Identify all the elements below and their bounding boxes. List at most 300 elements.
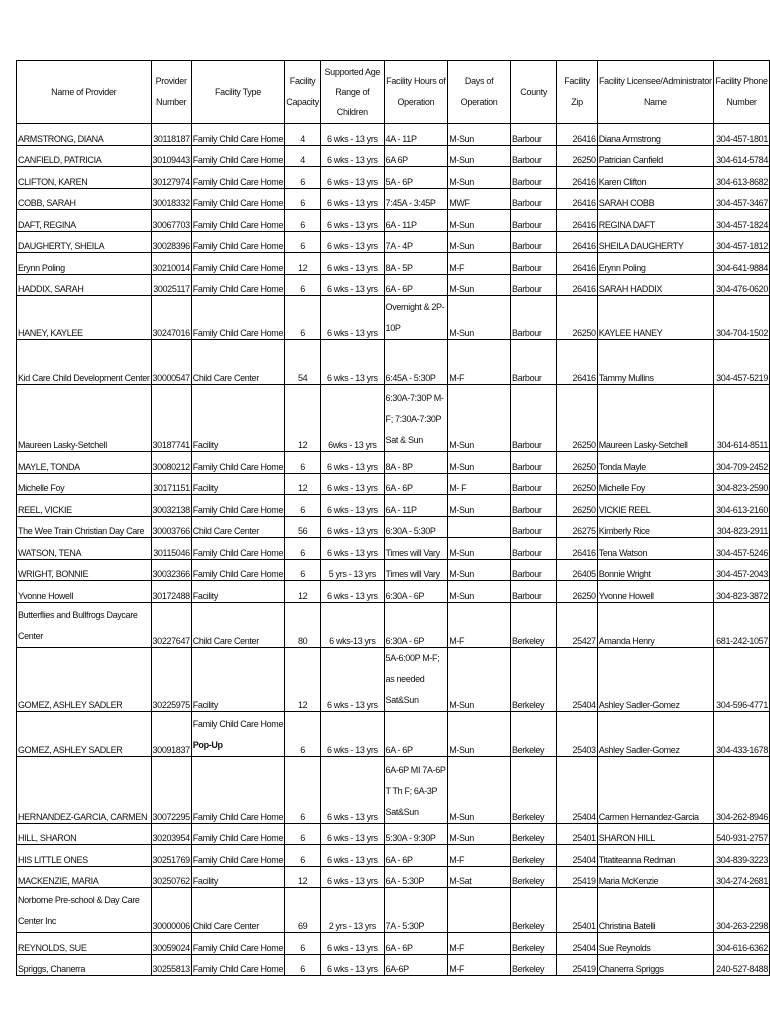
zip-cell: 25427 bbox=[557, 602, 597, 647]
zip-cell: 26416 bbox=[557, 274, 597, 296]
provider-name-cell: REEL, VICKIE bbox=[17, 495, 152, 517]
county-cell: Barbour bbox=[510, 210, 556, 232]
age-range-cell: 6 wks - 13 yrs bbox=[321, 296, 384, 340]
phone-cell: 304-613-8682 bbox=[714, 167, 770, 189]
provider-number-cell: 30067703 bbox=[151, 210, 191, 232]
licensee-cell: Diana Armstrong bbox=[597, 124, 713, 146]
capacity-cell: 4 bbox=[285, 124, 321, 146]
licensee-cell: SARAH HADDIX bbox=[597, 274, 713, 296]
table-row bbox=[17, 253, 770, 275]
licensee-cell: Christina Batelli bbox=[597, 888, 713, 933]
hours-cell: 6A - 6P bbox=[384, 711, 448, 756]
provider-name-cell: CLIFTON, KAREN bbox=[17, 167, 152, 189]
hours-cell: 5A-6:00P M-F; as needed Sat&Sun bbox=[384, 647, 448, 711]
provider-number-cell: 30118187 bbox=[151, 124, 191, 146]
capacity-cell: 6 bbox=[285, 231, 321, 253]
county-cell: Barbour bbox=[510, 274, 556, 296]
days-cell: M-Sun bbox=[448, 756, 511, 823]
provider-number-cell: 30032366 bbox=[151, 559, 191, 581]
days-cell: M-Sun bbox=[448, 452, 511, 474]
hours-cell: 6A-6P bbox=[384, 954, 448, 976]
licensee-cell: SHEILA DAUGHERTY bbox=[597, 231, 713, 253]
days-cell: M-Sun bbox=[448, 145, 511, 167]
provider-name-cell: DAFT, REGINA bbox=[17, 210, 152, 232]
county-cell: Berkeley bbox=[510, 888, 556, 933]
capacity-cell: 56 bbox=[285, 516, 321, 538]
phone-cell: 304-823-2590 bbox=[714, 473, 770, 495]
phone-cell: 540-931-2757 bbox=[714, 823, 770, 845]
capacity-cell: 6 bbox=[285, 296, 321, 340]
capacity-cell: 6 bbox=[285, 495, 321, 517]
table-row bbox=[17, 473, 770, 495]
days-cell: M-Sun bbox=[448, 231, 511, 253]
county-cell: Barbour bbox=[510, 188, 556, 210]
capacity-cell: 80 bbox=[285, 602, 321, 647]
days-cell: M-Sun bbox=[448, 581, 511, 603]
table-row bbox=[17, 495, 770, 517]
table-row bbox=[17, 145, 770, 167]
table-row bbox=[17, 274, 770, 296]
column-header: Provider Number bbox=[151, 61, 191, 124]
licensee-cell: Karen Clifton bbox=[597, 167, 713, 189]
zip-cell: 26416 bbox=[557, 188, 597, 210]
licensee-cell: Ashley Sadler-Gomez bbox=[597, 711, 713, 756]
facility-type-cell: Family Child Care Home bbox=[191, 823, 284, 845]
provider-number-cell: 30247016 bbox=[151, 296, 191, 340]
provider-name-cell: REYNOLDS, SUE bbox=[17, 933, 152, 955]
provider-name-cell: HIS LITTLE ONES bbox=[17, 845, 152, 867]
provider-number-cell: 30000547 bbox=[151, 340, 191, 385]
provider-name-cell: GOMEZ, ASHLEY SADLER bbox=[17, 711, 152, 756]
hours-cell: Overnight & 2P-10P bbox=[384, 296, 448, 340]
facility-type-cell: Family Child Care Home bbox=[191, 167, 284, 189]
table-row bbox=[17, 559, 770, 581]
hours-cell: 6:30A - 6P bbox=[384, 581, 448, 603]
phone-cell: 304-641-9884 bbox=[714, 253, 770, 275]
age-range-cell: 6 wks - 13 yrs bbox=[321, 866, 384, 888]
table-row bbox=[17, 452, 770, 474]
zip-cell: 26416 bbox=[557, 124, 597, 146]
hours-cell: 7A - 5:30P bbox=[384, 888, 448, 933]
table-row bbox=[17, 516, 770, 538]
age-range-cell: 6 wks - 13 yrs bbox=[321, 473, 384, 495]
zip-cell: 26416 bbox=[557, 340, 597, 385]
county-cell: Berkeley bbox=[510, 602, 556, 647]
age-range-cell: 6 wks - 13 yrs bbox=[321, 210, 384, 232]
provider-name-cell: Erynn Poling bbox=[17, 253, 152, 275]
provider-number-cell: 30172488 bbox=[151, 581, 191, 603]
hours-cell: 6A - 6P bbox=[384, 845, 448, 867]
days-cell: M-Sun bbox=[448, 538, 511, 560]
provider-number-cell: 30025117 bbox=[151, 274, 191, 296]
column-header: Days of Operation bbox=[448, 61, 511, 124]
facility-type-cell: Family Child Care Home bbox=[191, 124, 284, 146]
zip-cell: 26250 bbox=[557, 581, 597, 603]
zip-cell: 26250 bbox=[557, 145, 597, 167]
provider-number-cell: 30059024 bbox=[151, 933, 191, 955]
days-cell: M-Sun bbox=[448, 274, 511, 296]
provider-name-cell: HERNANDEZ-GARCIA, CARMEN bbox=[17, 756, 152, 823]
days-cell: M-Sun bbox=[448, 495, 511, 517]
capacity-cell: 6 bbox=[285, 933, 321, 955]
provider-name-cell: HANEY, KAYLEE bbox=[17, 296, 152, 340]
county-cell: Barbour bbox=[510, 559, 556, 581]
provider-number-cell: 30210014 bbox=[151, 253, 191, 275]
days-cell: M- F bbox=[448, 473, 511, 495]
provider-name-cell: Spriggs, Chanerra bbox=[17, 954, 152, 976]
provider-name-cell: CANFIELD, PATRICIA bbox=[17, 145, 152, 167]
provider-name-cell: COBB, SARAH bbox=[17, 188, 152, 210]
age-range-cell: 6 wks - 13 yrs bbox=[321, 145, 384, 167]
hours-cell: Times will Vary bbox=[384, 559, 448, 581]
age-range-cell: 2 yrs - 13 yrs bbox=[321, 888, 384, 933]
hours-cell: 8A - 5P bbox=[384, 253, 448, 275]
facility-type-cell: Facility bbox=[191, 385, 284, 452]
licensee-cell: SHARON HILL bbox=[597, 823, 713, 845]
table-row bbox=[17, 933, 770, 955]
zip-cell: 26250 bbox=[557, 495, 597, 517]
county-cell: Berkeley bbox=[510, 756, 556, 823]
county-cell: Berkeley bbox=[510, 845, 556, 867]
provider-number-cell: 30000006 bbox=[151, 888, 191, 933]
county-cell: Barbour bbox=[510, 385, 556, 452]
provider-number-cell: 30080212 bbox=[151, 452, 191, 474]
capacity-cell: 69 bbox=[285, 888, 321, 933]
zip-cell: 25404 bbox=[557, 845, 597, 867]
licensee-cell: Carmen Hernandez-Garcia bbox=[597, 756, 713, 823]
provider-number-cell: 30091837 bbox=[151, 711, 191, 756]
zip-cell: 26416 bbox=[557, 253, 597, 275]
provider-number-cell: 30225975 bbox=[151, 647, 191, 711]
hours-cell: 7:45A - 3:45P bbox=[384, 188, 448, 210]
facility-type-cell: Child Care Center bbox=[191, 516, 284, 538]
zip-cell: 26416 bbox=[557, 538, 597, 560]
phone-cell: 304-262-8946 bbox=[714, 756, 770, 823]
column-header: Facility Licensee/Administrator Name bbox=[597, 61, 713, 124]
days-cell: M-Sat bbox=[448, 866, 511, 888]
capacity-cell: 6 bbox=[285, 538, 321, 560]
phone-cell: 304-616-6362 bbox=[714, 933, 770, 955]
provider-number-cell: 30028396 bbox=[151, 231, 191, 253]
days-cell bbox=[448, 888, 511, 933]
capacity-cell: 54 bbox=[285, 340, 321, 385]
provider-number-cell: 30171151 bbox=[151, 473, 191, 495]
county-cell: Berkeley bbox=[510, 933, 556, 955]
table-row bbox=[17, 845, 770, 867]
provider-sheet bbox=[16, 60, 770, 976]
hours-cell: 6A - 11P bbox=[384, 210, 448, 232]
facility-type-cell: Family Child Care Home bbox=[191, 231, 284, 253]
age-range-cell: 6 wks - 13 yrs bbox=[321, 274, 384, 296]
facility-type-cell: Family Child Care Home Pop-Up bbox=[191, 711, 284, 756]
capacity-cell: 12 bbox=[285, 253, 321, 275]
table-row bbox=[17, 756, 770, 823]
column-header: County bbox=[510, 61, 556, 124]
days-cell: M-F bbox=[448, 954, 511, 976]
days-cell bbox=[448, 516, 511, 538]
phone-cell: 304-596-4771 bbox=[714, 647, 770, 711]
hours-cell: 5:30A - 9:30P bbox=[384, 823, 448, 845]
zip-cell: 26250 bbox=[557, 296, 597, 340]
days-cell: M-F bbox=[448, 933, 511, 955]
phone-cell: 304-823-3872 bbox=[714, 581, 770, 603]
licensee-cell: VICKIE REEL bbox=[597, 495, 713, 517]
table-row bbox=[17, 538, 770, 560]
age-range-cell: 6 wks - 13 yrs bbox=[321, 231, 384, 253]
hours-cell: 6A - 11P bbox=[384, 495, 448, 517]
days-cell: M-Sun bbox=[448, 124, 511, 146]
licensee-cell: Maureen Lasky-Setchell bbox=[597, 385, 713, 452]
zip-cell: 25404 bbox=[557, 933, 597, 955]
hours-cell: 6A - 5:30P bbox=[384, 866, 448, 888]
county-cell: Berkeley bbox=[510, 711, 556, 756]
age-range-cell: 6 wks - 13 yrs bbox=[321, 845, 384, 867]
phone-cell: 304-476-0620 bbox=[714, 274, 770, 296]
licensee-cell: Maria McKenzie bbox=[597, 866, 713, 888]
age-range-cell: 6 wks - 13 yrs bbox=[321, 647, 384, 711]
table-row bbox=[17, 602, 770, 647]
capacity-cell: 6 bbox=[285, 845, 321, 867]
county-cell: Barbour bbox=[510, 495, 556, 517]
days-cell: M-Sun bbox=[448, 385, 511, 452]
hours-cell: 4A - 11P bbox=[384, 124, 448, 146]
days-cell: M-F bbox=[448, 340, 511, 385]
age-range-cell: 6 wks - 13 yrs bbox=[321, 340, 384, 385]
hours-cell: 6:45A - 5:30P bbox=[384, 340, 448, 385]
provider-number-cell: 30251769 bbox=[151, 845, 191, 867]
age-range-cell: 6 wks-13 yrs bbox=[321, 602, 384, 647]
zip-cell: 26250 bbox=[557, 473, 597, 495]
capacity-cell: 12 bbox=[285, 647, 321, 711]
capacity-cell: 6 bbox=[285, 756, 321, 823]
age-range-cell: 6 wks - 13 yrs bbox=[321, 452, 384, 474]
hours-cell: 6A - 6P bbox=[384, 473, 448, 495]
facility-type-cell: Family Child Care Home bbox=[191, 756, 284, 823]
facility-type-cell: Family Child Care Home bbox=[191, 933, 284, 955]
facility-type-cell: Facility bbox=[191, 866, 284, 888]
facility-type-cell: Family Child Care Home bbox=[191, 145, 284, 167]
phone-cell: 304-704-1502 bbox=[714, 296, 770, 340]
hours-cell: Times will Vary bbox=[384, 538, 448, 560]
days-cell: MWF bbox=[448, 188, 511, 210]
table-row bbox=[17, 124, 770, 146]
facility-type-cell: Family Child Care Home bbox=[191, 452, 284, 474]
capacity-cell: 6 bbox=[285, 188, 321, 210]
zip-cell: 26250 bbox=[557, 385, 597, 452]
provider-name-cell: Butterflies and Bullfrogs Daycare Center bbox=[17, 602, 152, 647]
capacity-cell: 12 bbox=[285, 581, 321, 603]
table-row bbox=[17, 296, 770, 340]
licensee-cell: Kimberly Rice bbox=[597, 516, 713, 538]
licensee-cell: Chanerra Spriggs bbox=[597, 954, 713, 976]
county-cell: Barbour bbox=[510, 167, 556, 189]
county-cell: Barbour bbox=[510, 516, 556, 538]
provider-number-cell: 30072295 bbox=[151, 756, 191, 823]
facility-type-cell: Facility bbox=[191, 473, 284, 495]
column-header: Facility Zip bbox=[557, 61, 597, 124]
provider-name-cell: WRIGHT, BONNIE bbox=[17, 559, 152, 581]
provider-number-cell: 30203954 bbox=[151, 823, 191, 845]
county-cell: Barbour bbox=[510, 473, 556, 495]
table-row bbox=[17, 231, 770, 253]
county-cell: Barbour bbox=[510, 253, 556, 275]
zip-cell: 26275 bbox=[557, 516, 597, 538]
facility-type-cell: Child Care Center bbox=[191, 340, 284, 385]
capacity-cell: 6 bbox=[285, 452, 321, 474]
hours-cell: 6A - 6P bbox=[384, 274, 448, 296]
age-range-cell: 6 wks - 13 yrs bbox=[321, 516, 384, 538]
days-cell: M-Sun bbox=[448, 210, 511, 232]
zip-cell: 25404 bbox=[557, 756, 597, 823]
licensee-cell: Erynn Poling bbox=[597, 253, 713, 275]
provider-name-cell: HILL, SHARON bbox=[17, 823, 152, 845]
days-cell: M-F bbox=[448, 602, 511, 647]
licensee-cell: Tammy Mullins bbox=[597, 340, 713, 385]
county-cell: Berkeley bbox=[510, 823, 556, 845]
table-row bbox=[17, 711, 770, 756]
column-header: Facility Capacity bbox=[285, 61, 321, 124]
zip-cell: 25419 bbox=[557, 866, 597, 888]
table-row bbox=[17, 167, 770, 189]
age-range-cell: 6 wks - 13 yrs bbox=[321, 167, 384, 189]
column-header: Facility Hours of Operation bbox=[384, 61, 448, 124]
facility-type-cell: Family Child Care Home bbox=[191, 495, 284, 517]
capacity-cell: 12 bbox=[285, 473, 321, 495]
zip-cell: 25401 bbox=[557, 823, 597, 845]
county-cell: Barbour bbox=[510, 296, 556, 340]
licensee-cell: REGINA DAFT bbox=[597, 210, 713, 232]
days-cell: M-Sun bbox=[448, 167, 511, 189]
county-cell: Berkeley bbox=[510, 866, 556, 888]
phone-cell: 304-263-2298 bbox=[714, 888, 770, 933]
provider-number-cell: 30032138 bbox=[151, 495, 191, 517]
hours-cell: 6:30A - 5:30P bbox=[384, 516, 448, 538]
zip-cell: 26405 bbox=[557, 559, 597, 581]
table-row bbox=[17, 888, 770, 933]
days-cell: M-F bbox=[448, 253, 511, 275]
phone-cell: 681-242-1057 bbox=[714, 602, 770, 647]
age-range-cell: 6 wks - 13 yrs bbox=[321, 124, 384, 146]
table-row bbox=[17, 210, 770, 232]
facility-type-cell: Facility bbox=[191, 647, 284, 711]
provider-number-cell: 30018332 bbox=[151, 188, 191, 210]
provider-name-cell: HADDIX, SARAH bbox=[17, 274, 152, 296]
column-header: Facility Phone Number bbox=[714, 61, 770, 124]
days-cell: M-Sun bbox=[448, 823, 511, 845]
provider-table bbox=[16, 60, 770, 976]
table-row bbox=[17, 823, 770, 845]
days-cell: M-Sun bbox=[448, 559, 511, 581]
age-range-cell: 6 wks - 13 yrs bbox=[321, 581, 384, 603]
provider-number-cell: 30127974 bbox=[151, 167, 191, 189]
phone-cell: 304-457-1801 bbox=[714, 124, 770, 146]
provider-number-cell: 30227647 bbox=[151, 602, 191, 647]
table-row bbox=[17, 647, 770, 711]
capacity-cell: 6 bbox=[285, 823, 321, 845]
facility-type-cell: Family Child Care Home bbox=[191, 538, 284, 560]
phone-cell: 304-433-1678 bbox=[714, 711, 770, 756]
hours-cell: 6A 6P bbox=[384, 145, 448, 167]
facility-type-cell: Family Child Care Home bbox=[191, 210, 284, 232]
licensee-cell: Yvonne Howell bbox=[597, 581, 713, 603]
zip-cell: 25404 bbox=[557, 647, 597, 711]
age-range-cell: 6 wks - 13 yrs bbox=[321, 756, 384, 823]
capacity-cell: 6 bbox=[285, 274, 321, 296]
phone-cell: 304-274-2681 bbox=[714, 866, 770, 888]
provider-number-cell: 30109443 bbox=[151, 145, 191, 167]
capacity-cell: 4 bbox=[285, 145, 321, 167]
facility-type-cell: Family Child Care Home bbox=[191, 274, 284, 296]
pop-up-note: Pop-Up bbox=[192, 739, 223, 750]
age-range-cell: 6 wks - 13 yrs bbox=[321, 538, 384, 560]
hours-cell: 6:30A - 6P bbox=[384, 602, 448, 647]
facility-type-cell: Child Care Center bbox=[191, 888, 284, 933]
days-cell: M-Sun bbox=[448, 296, 511, 340]
capacity-cell: 6 bbox=[285, 210, 321, 232]
provider-name-cell: MACKENZIE, MARIA bbox=[17, 866, 152, 888]
capacity-cell: 6 bbox=[285, 559, 321, 581]
provider-name-cell: GOMEZ, ASHLEY SADLER bbox=[17, 647, 152, 711]
phone-cell: 304-457-3467 bbox=[714, 188, 770, 210]
licensee-cell: Michelle Foy bbox=[597, 473, 713, 495]
county-cell: Barbour bbox=[510, 231, 556, 253]
facility-type-cell: Family Child Care Home bbox=[191, 954, 284, 976]
phone-cell: 304-457-1812 bbox=[714, 231, 770, 253]
provider-name-cell: Maureen Lasky-Setchell bbox=[17, 385, 152, 452]
phone-cell: 304-457-2043 bbox=[714, 559, 770, 581]
provider-name-cell: DAUGHERTY, SHEILA bbox=[17, 231, 152, 253]
phone-cell: 304-457-5219 bbox=[714, 340, 770, 385]
hours-cell: 8A - 8P bbox=[384, 452, 448, 474]
facility-type-cell: Family Child Care Home bbox=[191, 253, 284, 275]
county-cell: Berkeley bbox=[510, 954, 556, 976]
capacity-cell: 12 bbox=[285, 866, 321, 888]
age-range-cell: 6 wks - 13 yrs bbox=[321, 495, 384, 517]
age-range-cell: 6 wks - 13 yrs bbox=[321, 188, 384, 210]
phone-cell: 304-839-3223 bbox=[714, 845, 770, 867]
provider-name-cell: Michelle Foy bbox=[17, 473, 152, 495]
provider-name-cell: MAYLE, TONDA bbox=[17, 452, 152, 474]
phone-cell: 304-614-5784 bbox=[714, 145, 770, 167]
table-row bbox=[17, 340, 770, 385]
county-cell: Berkeley bbox=[510, 647, 556, 711]
county-cell: Barbour bbox=[510, 538, 556, 560]
zip-cell: 26250 bbox=[557, 452, 597, 474]
age-range-cell: 6 wks - 13 yrs bbox=[321, 253, 384, 275]
table-row bbox=[17, 385, 770, 452]
phone-cell: 304-823-2911 bbox=[714, 516, 770, 538]
hours-cell: 6A - 6P bbox=[384, 933, 448, 955]
county-cell: Barbour bbox=[510, 452, 556, 474]
hours-cell: 7A - 4P bbox=[384, 231, 448, 253]
facility-type-cell: Child Care Center bbox=[191, 602, 284, 647]
provider-number-cell: 30187741 bbox=[151, 385, 191, 452]
licensee-cell: Bonnie Wright bbox=[597, 559, 713, 581]
licensee-cell: KAYLEE HANEY bbox=[597, 296, 713, 340]
age-range-cell: 6wks - 13 yrs bbox=[321, 385, 384, 452]
county-cell: Barbour bbox=[510, 124, 556, 146]
licensee-cell: Titatiteanna Redman bbox=[597, 845, 713, 867]
facility-type-cell: Family Child Care Home bbox=[191, 188, 284, 210]
capacity-cell: 12 bbox=[285, 385, 321, 452]
age-range-cell: 6 wks - 13 yrs bbox=[321, 711, 384, 756]
licensee-cell: Tonda Mayle bbox=[597, 452, 713, 474]
capacity-cell: 6 bbox=[285, 711, 321, 756]
zip-cell: 26416 bbox=[557, 210, 597, 232]
table-body bbox=[17, 124, 770, 976]
phone-cell: 304-709-2452 bbox=[714, 452, 770, 474]
zip-cell: 25401 bbox=[557, 888, 597, 933]
